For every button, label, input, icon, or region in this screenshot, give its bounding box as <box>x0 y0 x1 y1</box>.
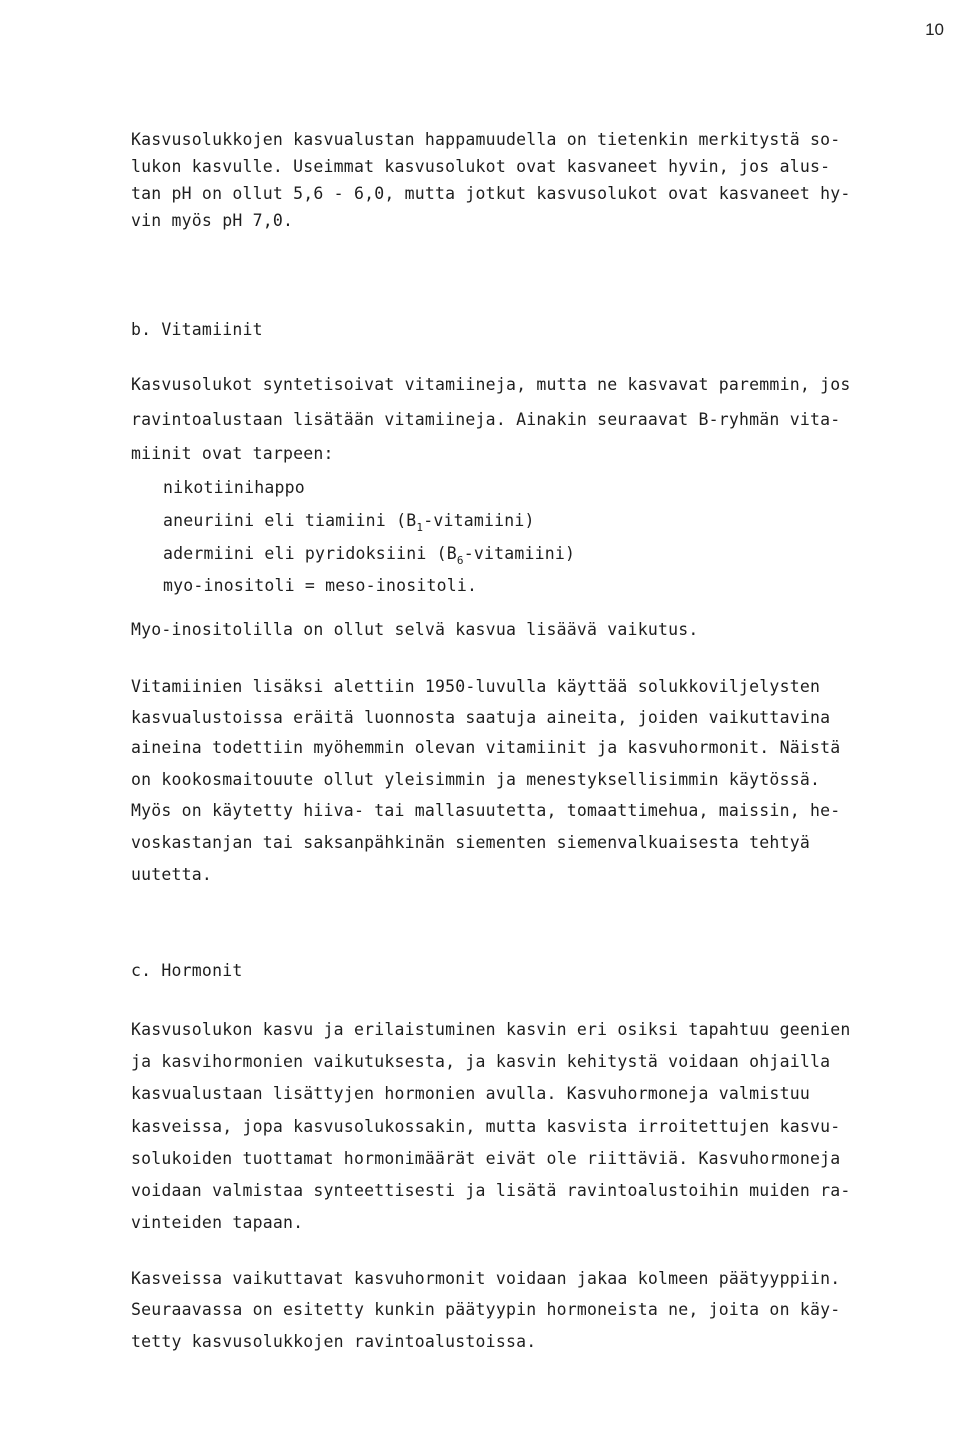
list-item <box>163 511 535 533</box>
note-line: Myo-inositolilla on ollut selvä kasvua lisäävä vaikutus. <box>131 620 699 639</box>
subscript: 1 <box>416 521 424 534</box>
text-line: uutetta. <box>131 865 213 884</box>
text-line: kasvualustaan lisättyjen hormonien avulla. Kasvuhormoneja valmistuu <box>131 1084 810 1103</box>
text-line: lukon kasvulle. Useimmat kasvusolukot ovat kasvaneet hyvin, jos alus- <box>131 157 831 176</box>
list-item-text: -vitamiini) <box>463 544 576 563</box>
list-item-text: adermiini eli pyridoksiini (B <box>163 544 457 563</box>
text-line: Myös on käytetty hiiva- tai mallasuutetta, tomaattimehua, maissin, he- <box>131 801 841 820</box>
text-line: Vitamiinien lisäksi alettiin 1950-luvulla käyttää solukkoviljelysten <box>131 677 821 696</box>
section-heading-vitamins: b. Vitamiinit <box>131 320 263 339</box>
text-line: solukoiden tuottamat hormonimäärät eivät ole riittäviä. Kasvuhormoneja <box>131 1149 841 1168</box>
text-line: voskastanjan tai saksanpähkinän siementen siemenvalkuaisesta tehtyä <box>131 833 810 852</box>
text-line: tetty kasvusolukkojen ravintoalustoissa. <box>131 1332 537 1351</box>
text-line: Kasveissa vaikuttavat kasvuhormonit voidaan jakaa kolmeen päätyyppiin. <box>131 1269 841 1288</box>
text-line: aineina todettiin myöhemmin olevan vitamiinit ja kasvuhormonit. Näistä <box>131 738 841 757</box>
list-item-text: -vitamiini) <box>423 511 535 530</box>
text-line: voidaan valmistaa synteettisesti ja lisätä ravintoalustoihin muiden ra- <box>131 1181 851 1200</box>
list-item <box>163 544 575 566</box>
list-item: nikotiinihappo <box>163 478 305 497</box>
text-line: ravintoalustaan lisätään vitamiineja. Ainakin seuraavat B-ryhmän vita- <box>131 410 841 429</box>
text-line: vinteiden tapaan. <box>131 1213 304 1232</box>
text-line: Kasvusolukon kasvu ja erilaistuminen kasvin eri osiksi tapahtuu geenien <box>131 1020 851 1039</box>
page-number: 10 <box>925 20 944 39</box>
text-line: tan pH on ollut 5,6 - 6,0, mutta jotkut kasvusolukot ovat kasvaneet hy- <box>131 184 851 203</box>
text-line: Kasvusolukkojen kasvualustan happamuudella on tietenkin merkitystä so- <box>131 130 841 149</box>
subscript: 6 <box>456 554 464 567</box>
text-line: kasveissa, jopa kasvusolukossakin, mutta kasvista irroitettujen kasvu- <box>131 1117 841 1136</box>
text-line: vin myös pH 7,0. <box>131 211 294 230</box>
text-line: on kookosmaitouute ollut yleisimmin ja menestyksellisimmin käytössä. <box>131 770 821 789</box>
list-item: myo-inositoli = meso-inositoli. <box>163 576 478 595</box>
text-line: ja kasvihormonien vaikutuksesta, ja kasvin kehitystä voidaan ohjailla <box>131 1052 831 1071</box>
text-line: Kasvusolukot syntetisoivat vitamiineja, mutta ne kasvavat paremmin, jos <box>131 375 851 394</box>
text-line: miinit ovat tarpeen: <box>131 444 334 463</box>
section-heading-hormones: c. Hormonit <box>131 961 243 980</box>
list-item-text: aneuriini eli tiamiini (B <box>163 511 417 530</box>
text-line: kasvualustoissa eräitä luonnosta saatuja aineita, joiden vaikuttavina <box>131 708 831 727</box>
text-line: Seuraavassa on esitetty kunkin päätyypin hormoneista ne, joita on käy- <box>131 1300 841 1319</box>
